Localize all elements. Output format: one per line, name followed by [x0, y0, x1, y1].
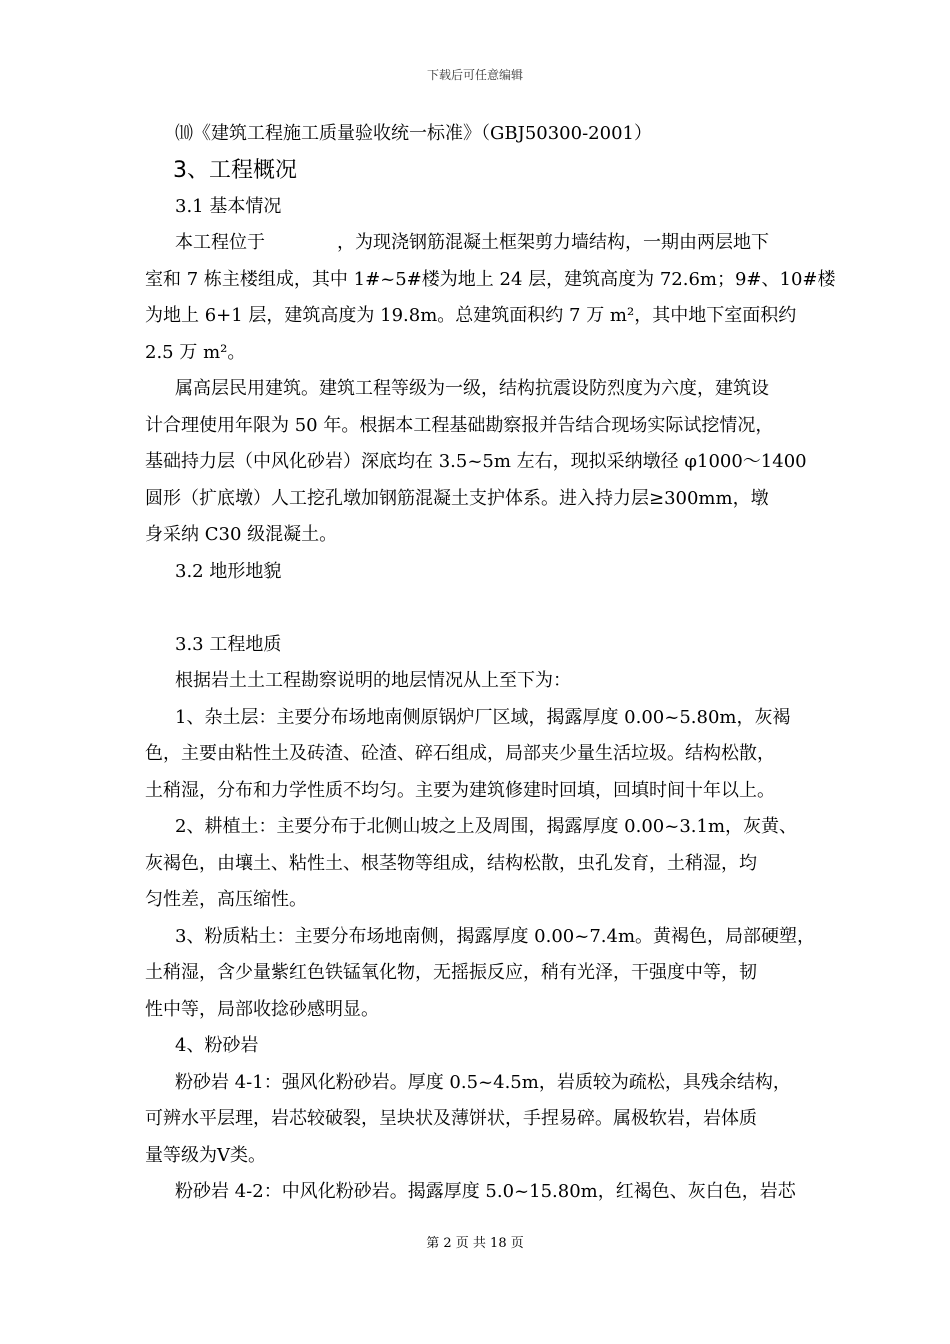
paragraph-line: 2.5 万 m²。: [145, 341, 246, 363]
paragraph-line: 圆形（扩底墩）人工挖孔墩加钢筋混凝土支护体系。进入持力层≥300mm，墩: [145, 487, 769, 509]
paragraph-line: 室和 7 栋主楼组成，其中 1#~5#楼为地上 24 层，建筑高度为 72.6m；9#、10#楼: [145, 268, 836, 290]
list-item-line: 色，主要由粘性土及砖渣、砼渣、碎石组成，局部夹少量生活垃圾。结构松散，: [145, 743, 775, 764]
paragraph-line: 基础持力层（中风化砂岩）深底均在 3.5~5m 左右，现拟采纳墩径 φ1000～1400: [145, 451, 807, 472]
paragraph-line: 根据岩土土工程勘察说明的地层情况从上至下为：: [175, 670, 571, 691]
paragraph-line: 本工程位于 ，为现浇钢筋混凝土框架剪力墙结构，一期由两层地下: [175, 232, 769, 253]
page-footer: 第 2 页 共 18 页: [426, 1236, 524, 1251]
list-item-line: 可辨水平层理，岩芯较破裂，呈块状及薄饼状，手捏易碎。属极软岩，岩体质: [145, 1108, 757, 1129]
blank-line: [145, 590, 817, 627]
paragraph-line: 计合理使用年限为 50 年。根据本工程基础勘察报并告结合现场实际试挖情况，: [145, 414, 774, 436]
list-item-line: 1、杂土层：主要分布场地南侧原锅炉厂区域，揭露厚度 0.00~5.80m，灰褐: [175, 706, 791, 728]
subsection-heading-3-3: 3.3 工程地质: [175, 633, 282, 655]
list-item-line: 灰褐色，由壤土、粘性土、根茎物等组成，结构松散，虫孔发育，土稍湿，均: [145, 852, 757, 874]
paragraph-line: 为地上 6+1 层，建筑高度为 19.8m。总建筑面积约 7 万 m²，其中地下室面积约: [145, 305, 797, 326]
list-item-line: 土稍湿，分布和力学性质不均匀。主要为建筑修建时回填，回填时间十年以上。: [145, 779, 775, 801]
list-item-line: 土稍湿，含少量紫红色铁锰氧化物，无摇振反应，稍有光泽，干强度中等，韧: [145, 962, 757, 983]
list-item-line: 粉砂岩 4-1：强风化粉砂岩。厚度 0.5~4.5m，岩质较为疏松，具残余结构，: [175, 1071, 791, 1093]
section-heading-3: 3、工程概况: [173, 157, 297, 183]
paragraph-line: 身采纳 C30 级混凝土。: [145, 524, 338, 545]
list-item-line: 量等级为Ⅴ类。: [145, 1144, 266, 1166]
list-item-line: 3、粉质粘土：主要分布场地南侧，揭露厚度 0.00~7.4m。黄褐色，局部硬塑，: [175, 925, 816, 947]
list-item-line: 4、粉砂岩: [175, 1035, 259, 1056]
reference-item-10: ⑽《建筑工程施工质量验收统一标准》（GBJ50300-2001）: [175, 123, 652, 144]
list-item-line: 粉砂岩 4-2：中风化粉砂岩。揭露厚度 5.0~15.80m，红褐色、灰白色，岩芯: [175, 1181, 796, 1202]
list-item-line: 性中等，局部收捻砂感明显。: [145, 998, 379, 1020]
subsection-heading-3-2: 3.2 地形地貌: [175, 560, 282, 582]
page-header: 下载后可任意编辑: [426, 68, 523, 82]
subsection-heading-3-1: 3.1 基本情况: [175, 195, 282, 217]
document-body: [145, 116, 836, 1211]
list-item-line: 2、耕植土：主要分布于北侧山坡之上及周围，揭露厚度 0.00~3.1m，灰黄、: [175, 816, 798, 837]
paragraph-line: 属高层民用建筑。建筑工程等级为一级，结构抗震设防烈度为六度，建筑设: [175, 378, 769, 399]
list-item-line: 匀性差，高压缩性。: [145, 889, 307, 910]
